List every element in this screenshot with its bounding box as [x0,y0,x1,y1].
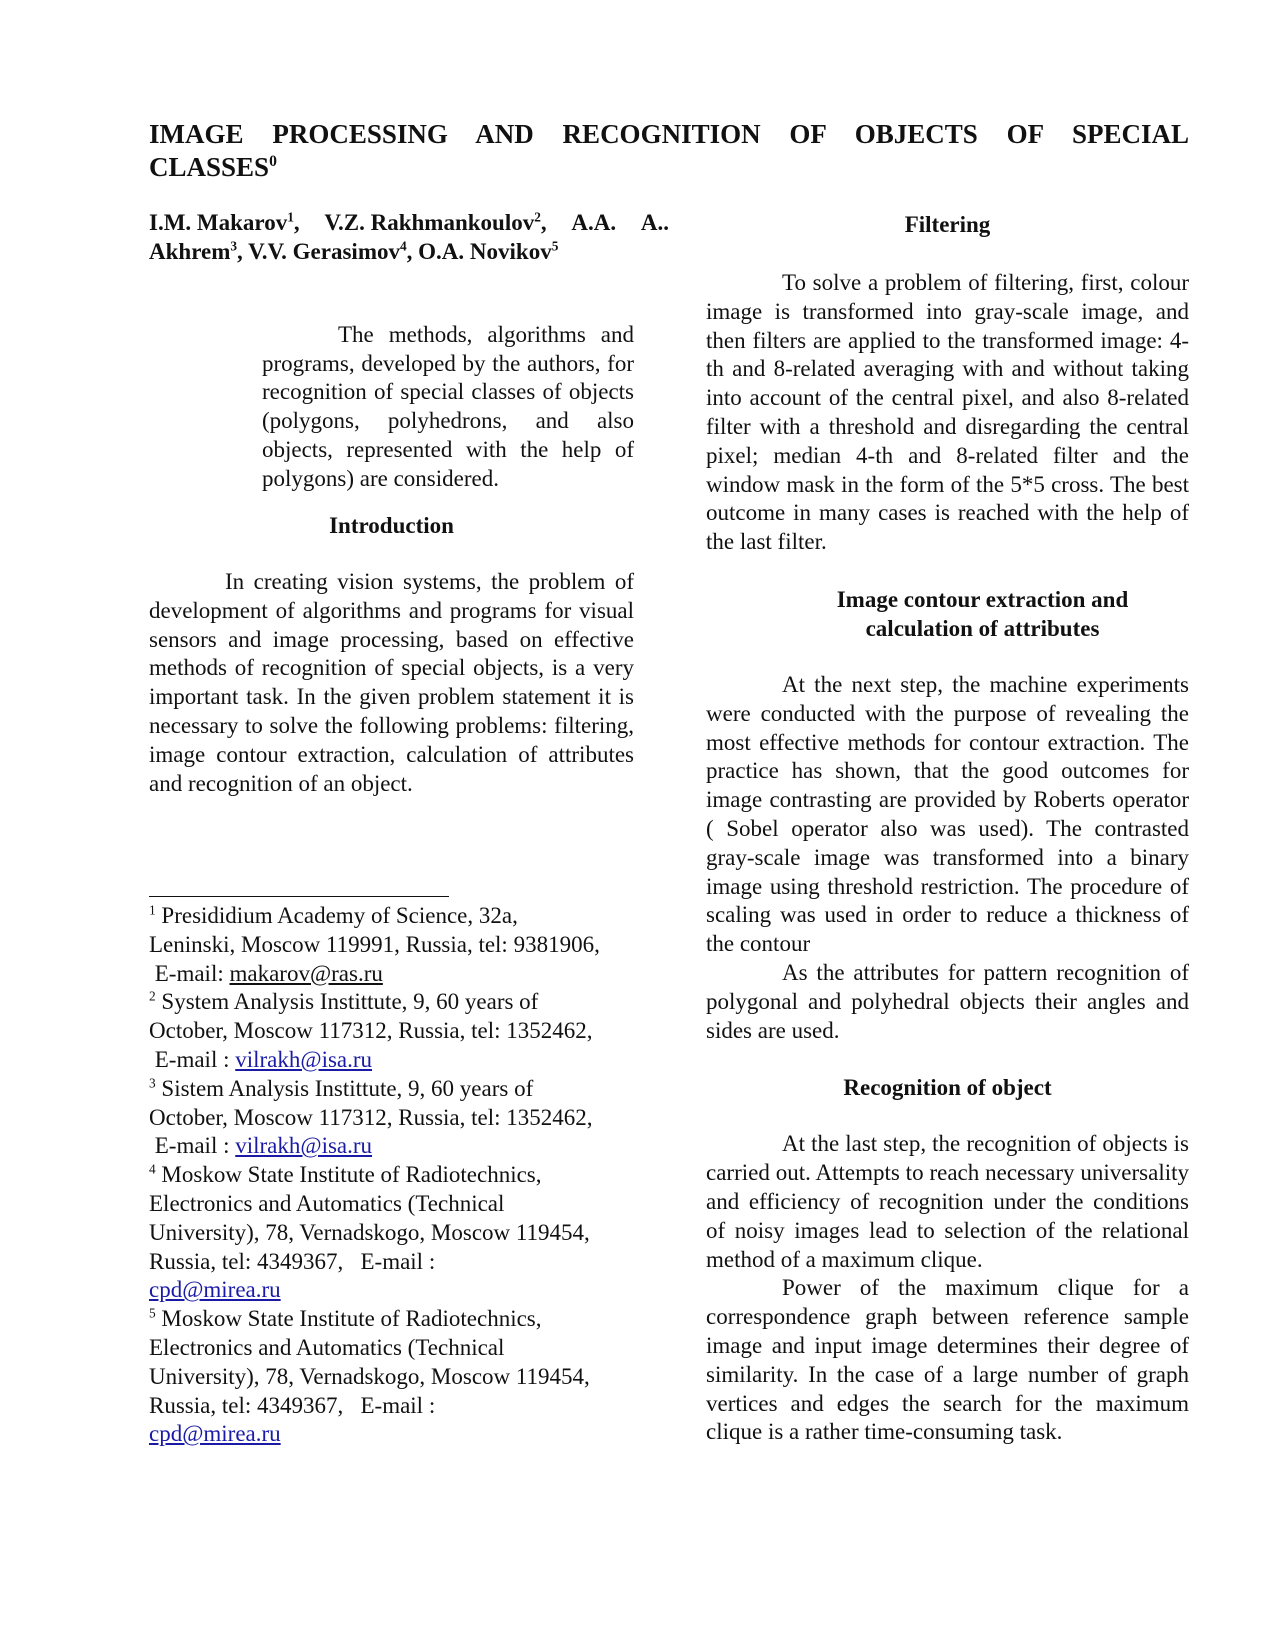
section-heading-filtering: Filtering [904,212,991,237]
section-introduction [149,511,634,798]
section-heading-contour: Image contour extraction and calculation of attributes [836,586,1129,641]
author: V.V. Gerasimov$^4$, [248,238,419,264]
section-heading-recognition: Recognition of object [843,1075,1052,1101]
abstract-text: The methods, algorithms and programs, developed by the authors, for recognition of special classes of objects (polygons, polyhedrons, and also objects, represented with the help of polygons) are considered. [262,322,634,491]
footnote-separator [149,896,449,897]
email-link[interactable]: makarov@ras.ru [229,960,383,986]
email-link[interactable]: cpd@mirea.ru [149,1277,281,1303]
right-column [706,210,1189,1447]
title-footnote-mark: 0 [269,153,277,170]
recognition-text-2: Power of the maximum clique for a correspondence graph between reference sample image and input image determines their degree of similarity. In the case of a large number of graph vertices and edges the search for the maximum clique is a rather time-consuming task. [706,1275,1189,1445]
section-heading-introduction: Introduction [329,513,454,538]
recognition-text-1: At the last step, the recognition of objects is carried out. Attempts to reach necessary universality and efficiency of recognition under the conditions of noisy images lead to selection of the relational method of a maximum clique. [706,1131,1189,1272]
abstract [262,321,634,493]
contour-text-2: As the attributes for pattern recognition of polygonal and polyhedral objects their angles and sides are used. [706,959,1189,1043]
author: A.A. [571,210,617,235]
footnote: $^4$ Moskow State Institute of Radiotechnics, Electronics and Automatics (Technical University), 78, Vernadskogo, Moscow 119454, Russia, tel: 4349367, E-mail : cpd@mirea.ru [149,1161,590,1303]
author: Akhrem$^3$, [149,238,249,264]
email-link[interactable]: vilrakh@isa.ru [235,1133,373,1159]
filtering-text: To solve a problem of filtering, first, colour image is transformed into gray-scale image, and then filters are applied to the transformed image: 4-th and 8-related averaging with and without taking into account of the central pixel, and also 8-related filter with a threshold and disregarding the central pixel; median 4-th and 8-related filter and the window mask in the form of the 5*5 cross. The best outcome in many cases is reached with the help of the last filter. [706,270,1189,555]
stray-text: A.. [640,210,669,235]
email-link[interactable]: cpd@mirea.ru [149,1421,281,1447]
author: V.Z. Rakhmankoulov$^2$, [324,209,547,235]
footnotes [149,902,609,1449]
paper-title-line1: IMAGE PROCESSING AND RECOGNITION OF OBJECTS OF SPECIAL [149,119,1189,149]
footnote: $^2$ System Analysis Instittute, 9, 60 years of October, Moscow 117312, Russia, tel: 1352462, E-mail : vilrakh@isa.ru [149,988,593,1072]
author: I.M. Makarov$^1$, [149,209,300,235]
footnote: $^3$ Sistem Analysis Instittute, 9, 60 years of October, Moscow 117312, Russia, tel: 1352462, E-mail : vilrakh@isa.ru [149,1075,593,1159]
introduction-text: In creating vision systems, the problem of development of algorithms and programs for visual sensors and image processing, based on effective methods of recognition of special objects, is a very important task. In the given problem statement it is necessary to solve the following problems: filtering, image contour extraction, calculation of attributes and recognition of an object. [149,569,634,796]
author-list [149,208,709,266]
title-word: CLASSES [149,152,270,182]
footnote: $^1$ Presididium Academy of Science, 32a, Leninski, Moscow 119991, Russia, tel: 9381906, E-mail: makarov@ras.ru [149,902,600,986]
email-link[interactable]: vilrakh@isa.ru [235,1046,373,1072]
author: O.A. Novikov$^5$ [418,238,559,264]
contour-text-1: At the next step, the machine experiments were conducted with the purpose of revealing the most effective methods for contour extraction. The practice has shown, that the good outcomes for image contrasting are provided by Roberts operator ( Sobel operator also was used). The contrasted gray-scale image was transformed into a binary image using threshold restriction. The procedure of scaling was used in order to reduce a thickness of the contour [706,671,1189,957]
footnote: $^5$ Moskow State Institute of Radiotechnics, Electronics and Automatics (Technical University), 78, Vernadskogo, Moscow 119454, Russia, tel: 4349367, E-mail : cpd@mirea.ru [149,1305,590,1447]
paper-title-line2 [149,151,277,184]
